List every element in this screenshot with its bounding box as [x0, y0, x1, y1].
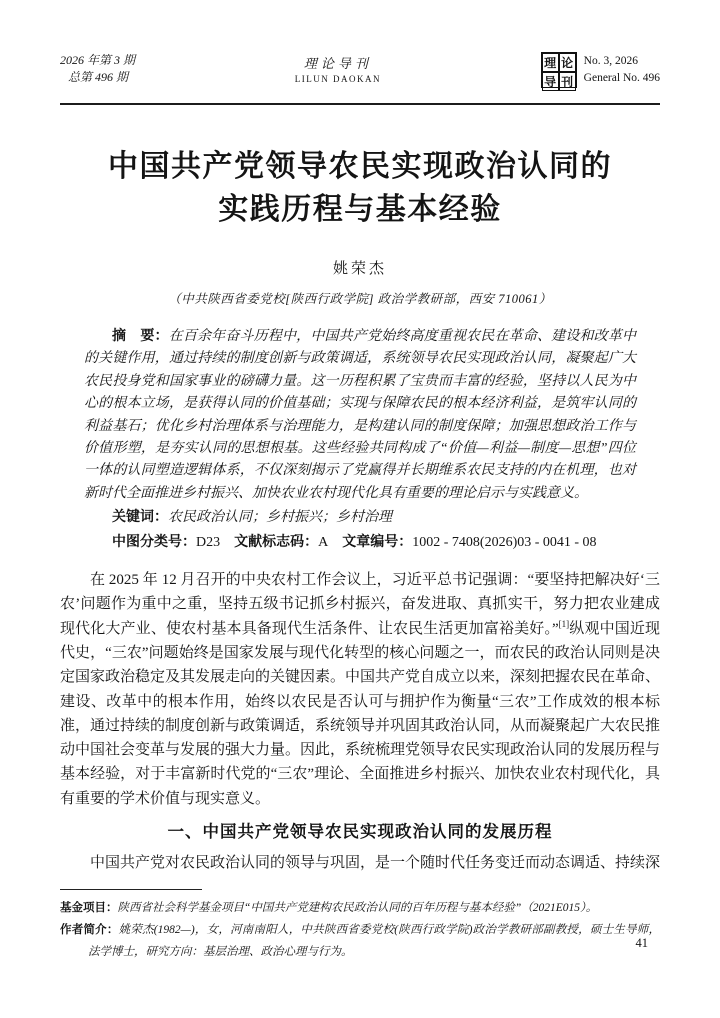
author-name: 姚荣杰	[332, 261, 387, 277]
article-title-line1: 中国共产党领导农民实现政治认同的	[108, 150, 612, 183]
abstract-block	[84, 324, 636, 554]
seal-char-3: 导	[542, 72, 559, 91]
issue-number-en	[584, 53, 660, 87]
journal-name	[295, 53, 381, 84]
clc-label: 中图分类号：	[112, 532, 196, 549]
author-bio-text: 姚荣杰(1982—)，女，河南南阳人，中共陕西省委党校(陕西行政学院)政治学教研部副教授，硕士生导师，法学博士，研究方向：基层治理、政治心理与行为。	[88, 923, 660, 958]
clc-value: D23	[196, 534, 221, 550]
journal-name-cn: 理论导刊	[303, 56, 372, 71]
citation-ref-1: [1]	[558, 618, 570, 629]
abstract-text: 在百余年奋斗历程中，中国共产党始终高度重视农民在革命、建设和改革中的关键作用，通过持续的制度创新与政策调适，系统领导农民实现政治认同，凝聚起广大农民投身党和国家事业的磅礴力量。这一历程积累了宝贵而丰富的经验，坚持以人民为中心的根本立场，是获得认同的价值基础；实现与保障农民的根本经济利益，是筑牢认同的利益基石；优化乡村治理体系与治理能力，是构建认同的制度保障；加强思想政治工作与价值形塑，是夯实认同的思想根基。这些经验共同构成了“价值—利益—制度—思想”四位一体的认同塑造逻辑体系，不仅深刻揭示了党赢得并长期维系农民支持的内在机理，也对新时代全面推进乡村振兴、加快农业农村现代化具有重要的理论启示与实践意义。	[84, 329, 637, 501]
article-body	[60, 568, 660, 876]
seal-char-2: 论	[559, 53, 576, 72]
keywords-value: 农民政治认同；乡村振兴；乡村治理	[168, 510, 392, 526]
running-head	[60, 52, 660, 94]
body-paragraph-2: 中国共产党对农民政治认同的领导与巩固，是一个随时代任务变迁而动态调适、持续深	[90, 855, 661, 872]
article-title-line2: 实践历程与基本经验	[218, 193, 502, 226]
seal-char-4: 刊	[559, 72, 576, 91]
article-id-label: 文章编号：	[342, 532, 413, 549]
para1-text-a: 在 2025 年 12 月召开的中央农村工作会议上，习近平总书记强调：“要坚持把解决好‘三农’问题作为重中之重，坚持五级书记抓乡村振兴，奋发进取、真抓实干，努力把农业建成现代化大产业、使农村基本具备现代生活条件、让农民生活更加富裕美好。”	[60, 572, 660, 637]
keywords-label: 关键词：	[112, 508, 168, 525]
classification-line	[84, 530, 636, 554]
abstract-paragraph	[84, 324, 636, 505]
para1-text-b: 纵观中国近现代史，“三农”问题始终是国家发展与现代化转型的核心问题之一，而农民的政治认同则是决定国家政治稳定及其发展走向的关键因素。中国共产党自成立以来，深刻把握农民在革命、建设、改革中的根本作用，始终以农民是否认可与拥护作为衡量“三农”工作成效的根本标准，通过持续的制度创新与政策调适，系统领导并巩固其政治认同，从而凝聚起广大农民推动中国社会变革与发展的强大力量。因此，系统梳理党领导农民实现政治认同的发展历程与基本经验，对于丰富新时代党的“三农”理论、全面推进乡村振兴、加快农业农村现代化，具有重要的学术价值与现实意义。	[60, 620, 661, 807]
issue-info-en	[541, 52, 660, 88]
journal-name-en: LILUN DAOKAN	[294, 74, 381, 84]
footnotes	[60, 897, 660, 963]
body-paragraph-1	[60, 568, 660, 811]
article-title	[60, 145, 660, 231]
author-bio-note	[60, 919, 660, 963]
page-number: 41	[635, 936, 648, 950]
journal-seal-logo	[541, 52, 577, 88]
fund-project-note	[60, 897, 660, 919]
doc-code-value: A	[318, 534, 329, 550]
issue-cumulative-cn: 总第 496 期	[68, 70, 129, 84]
section-1-heading: 一、中国共产党领导农民实现政治认同的发展历程	[167, 823, 553, 842]
doc-code-label: 文献标志码：	[234, 532, 319, 549]
issue-info-cn	[60, 52, 135, 86]
author-affiliation: （中共陕西省委党校[陕西行政学院] 政治学教研部，西安 710061）	[168, 292, 552, 306]
header-divider	[60, 103, 660, 105]
keywords-line	[84, 505, 636, 529]
author-bio-label: 作者简介：	[60, 923, 119, 936]
seal-char-1: 理	[542, 53, 559, 72]
footnote-divider	[60, 889, 202, 890]
issue-general-en: General No. 496	[583, 72, 660, 84]
abstract-label: 摘 要：	[112, 327, 169, 343]
issue-no-en: No. 3, 2026	[583, 55, 638, 67]
fund-project-text: 陕西省社会科学基金项目“中国共产党建构农民政治认同的百年历程与基本经验”（2021E015）。	[117, 901, 598, 914]
fund-project-label: 基金项目：	[60, 901, 118, 914]
issue-year-cn: 2026 年第 3 期	[60, 53, 136, 67]
article-id-value: 1002 - 7408(2026)03 - 0041 - 08	[412, 534, 597, 550]
